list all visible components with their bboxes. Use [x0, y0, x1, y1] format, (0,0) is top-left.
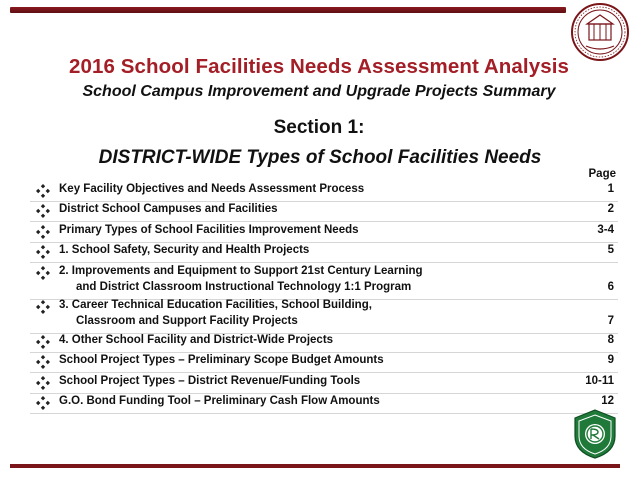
- four-diamond-bullet-icon: [36, 266, 50, 280]
- toc-item-page: 7: [607, 315, 614, 327]
- four-diamond-bullet-icon: [36, 245, 50, 259]
- toc-item-label: School Project Types – District Revenue/Funding Tools: [59, 375, 361, 387]
- toc-divider: [30, 352, 618, 353]
- four-diamond-bullet-icon: [36, 300, 50, 314]
- toc-divider: [30, 242, 618, 243]
- toc-item-page: 9: [607, 354, 614, 366]
- section-label: Section 1:: [273, 117, 365, 138]
- toc-divider: [30, 262, 618, 263]
- four-diamond-bullet-icon: [36, 335, 50, 349]
- toc-item-label: G.O. Bond Funding Tool – Preliminary Cash Flow Amounts: [59, 395, 380, 407]
- toc-divider: [30, 413, 618, 414]
- toc-item-page: 10-11: [585, 375, 614, 387]
- section-heading: DISTRICT-WIDE Types of School Facilities Needs: [98, 147, 542, 168]
- toc-item-label: Primary Types of School Facilities Improvement Needs: [59, 224, 359, 236]
- toc-item-label: 3. Career Technical Education Facilities, School Building,: [59, 299, 372, 311]
- four-diamond-bullet-icon: [36, 225, 50, 239]
- school-crest-logo: [571, 408, 619, 460]
- toc-item-page: 3-4: [597, 224, 614, 236]
- toc-divider: [30, 372, 618, 373]
- toc-item-label: School Project Types – Preliminary Scope Budget Amounts: [59, 354, 384, 366]
- toc-item-label-continued: Classroom and Support Facility Projects: [76, 315, 298, 327]
- toc-item-label-continued: and District Classroom Instructional Technology 1:1 Program: [76, 281, 412, 293]
- toc-item-page: 5: [607, 244, 614, 256]
- toc-item-label: 1. School Safety, Security and Health Projects: [59, 244, 310, 256]
- page-column-header: Page: [588, 168, 616, 180]
- toc-item-page: 6: [607, 281, 614, 293]
- page-subtitle: School Campus Improvement and Upgrade Projects Summary: [82, 83, 556, 100]
- toc-divider: [30, 393, 618, 394]
- toc-item-page: 2: [607, 203, 614, 215]
- toc-item-label: 2. Improvements and Equipment to Support 21st Century Learning: [59, 265, 423, 277]
- toc-divider: [30, 201, 618, 202]
- toc-item-page: 8: [607, 334, 614, 346]
- toc-item-page: 12: [601, 395, 614, 407]
- page-title: 2016 School Facilities Needs Assessment Analysis: [68, 55, 570, 78]
- bottom-accent-bar: [10, 464, 620, 468]
- four-diamond-bullet-icon: [36, 184, 50, 198]
- toc-item-label: Key Facility Objectives and Needs Assessment Process: [59, 183, 365, 195]
- four-diamond-bullet-icon: [36, 204, 50, 218]
- toc-item-label: District School Campuses and Facilities: [59, 203, 278, 215]
- four-diamond-bullet-icon: [36, 376, 50, 390]
- four-diamond-bullet-icon: [36, 355, 50, 369]
- four-diamond-bullet-icon: [36, 396, 50, 410]
- toc-divider: [30, 221, 618, 222]
- toc-item-label: 4. Other School Facility and District-Wide Projects: [59, 334, 334, 346]
- toc-item-page: 1: [607, 183, 614, 195]
